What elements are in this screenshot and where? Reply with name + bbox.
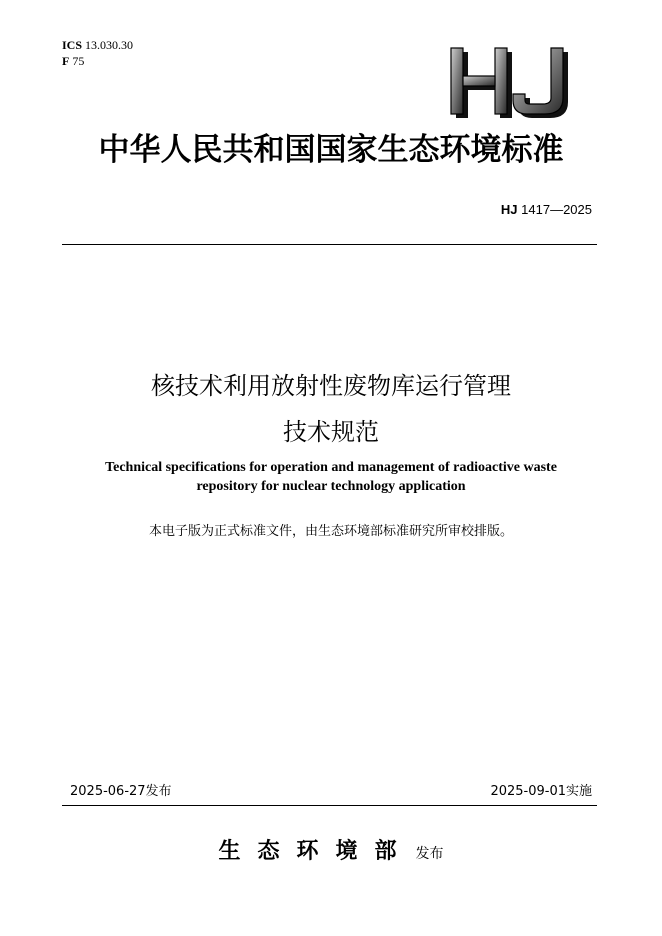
issuer: [0, 834, 662, 865]
title-chinese-line2: 技术规范: [283, 418, 379, 446]
electronic-edition-notice: 本电子版为正式标准文件，由生态环境部标准研究所审校排版。: [148, 524, 513, 539]
ccs-label: F: [62, 54, 70, 68]
ics-label: ICS: [62, 38, 83, 52]
issue-date: 2025-06-27发布: [70, 784, 172, 799]
standard-number-value: 1417—2025: [521, 202, 592, 217]
implementation-date: 2025-09-01实施: [490, 784, 592, 799]
issuer-name: 生态环境部: [218, 838, 414, 864]
title-english-line2: repository for nuclear technology application: [196, 479, 466, 494]
top-divider: [62, 244, 597, 245]
title-english-line1: Technical specifications for operation and management of radioactive waste: [105, 460, 557, 475]
bottom-divider: [62, 805, 597, 806]
ics-code: 13.030.30: [85, 38, 134, 52]
standard-number-prefix: HJ: [500, 202, 518, 217]
standard-category-name: 中华人民共和国国家生态环境标准: [98, 132, 564, 168]
hj-logo-mark: [451, 48, 568, 118]
title-chinese-line1: 核技术利用放射性废物库运行管理: [151, 372, 511, 400]
issuer-suffix: 发布: [415, 846, 444, 862]
title-english: [0, 458, 662, 496]
standard-number: [501, 201, 592, 219]
ccs-line: [62, 54, 84, 69]
ccs-code: 75: [72, 54, 85, 68]
hj-logo: [447, 46, 582, 122]
ics-line: [62, 38, 133, 53]
